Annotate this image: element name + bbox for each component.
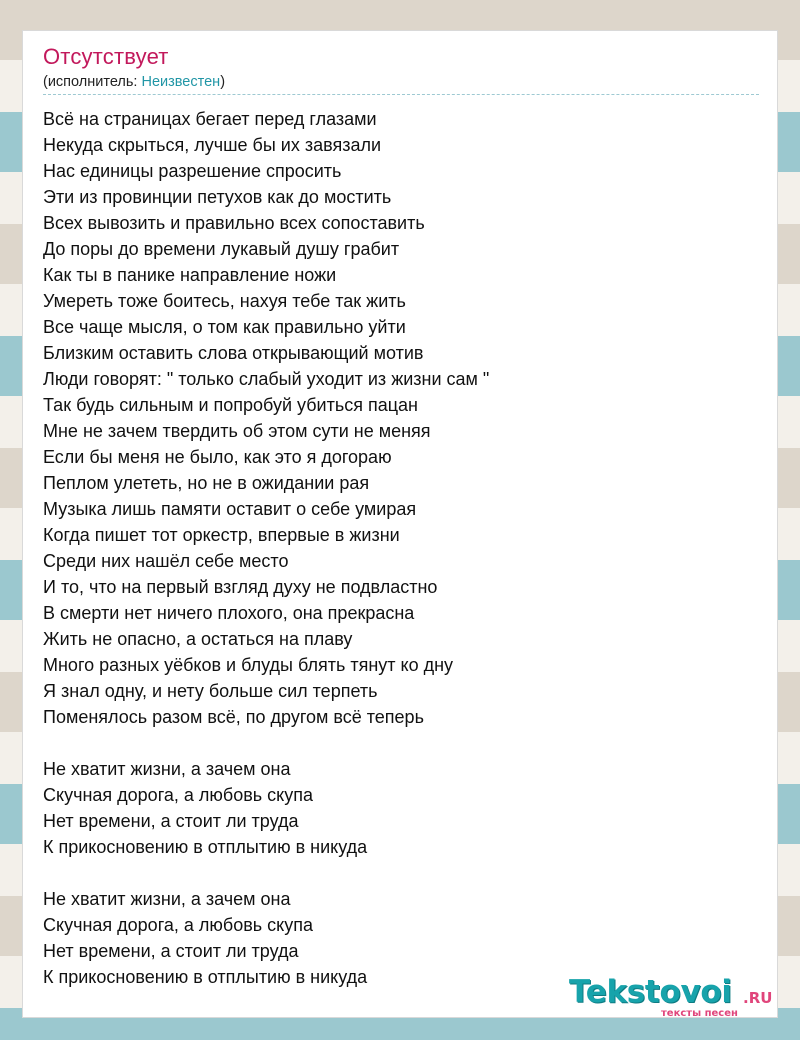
lyric-line: Скучная дорога, а любовь скупа	[43, 915, 313, 935]
lyric-line: Скучная дорога, а любовь скупа	[43, 785, 313, 805]
lyric-line: Близким оставить слова открывающий мотив	[43, 343, 424, 363]
logo-tagline: тексты песен	[661, 1008, 738, 1019]
lyric-line: Много разных уёбков и блуды блять тянут ко дну	[43, 655, 454, 675]
logo-wordmark: Tekstovoi	[569, 974, 732, 1010]
lyric-line: Всё на страницах бегает перед глазами	[43, 109, 377, 129]
lyric-line: Всех вывозить и правильно всех сопоставить	[43, 213, 425, 233]
song-title: Отсутствует	[43, 44, 169, 69]
lyric-line: Я знал одну, и нету больше сил терпеть	[43, 681, 378, 701]
lyric-line: Нас единицы разрешение спросить	[43, 161, 342, 181]
stanza-break	[43, 730, 489, 756]
logo-tld: .RU	[743, 989, 773, 1007]
title-divider	[43, 94, 759, 95]
artist-prefix: (исполнитель:	[43, 74, 142, 90]
lyric-line: К прикосновению в отплытию в никуда	[43, 967, 368, 987]
lyric-line: Пеплом улететь, но не в ожидании рая	[43, 473, 370, 493]
lyric-line: Поменялось разом всё, по другом всё теперь	[43, 707, 424, 727]
lyric-line: Нет времени, а стоит ли труда	[43, 811, 299, 831]
lyric-line: Так будь сильным и попробуй убиться пацан	[43, 395, 418, 415]
lyric-line: Все чаще мысля, о том как правильно уйти	[43, 317, 406, 337]
lyric-line: Среди них нашёл себе место	[43, 551, 289, 571]
lyric-line: Не хватит жизни, а зачем она	[43, 889, 291, 909]
lyric-line: Когда пишет тот оркестр, впервые в жизни	[43, 525, 400, 545]
lyric-line: И то, что на первый взгляд духу не подвластно	[43, 577, 438, 597]
lyric-line: Эти из провинции петухов как до мостить	[43, 187, 392, 207]
lyric-line: Жить не опасно, а остаться на плаву	[43, 629, 353, 649]
lyric-line: Мне не зачем твердить об этом сути не меняя	[43, 421, 431, 441]
lyrics-text	[43, 106, 489, 990]
artist-suffix: )	[220, 74, 226, 90]
lyric-line: Музыка лишь памяти оставит о себе умирая	[43, 499, 417, 519]
lyric-line: К прикосновению в отплытию в никуда	[43, 837, 368, 857]
lyric-line: Если бы меня не было, как это я догораю	[43, 447, 392, 467]
lyrics-card	[22, 30, 778, 1018]
lyric-line: Умереть тоже боитесь, нахуя тебе так жить	[43, 291, 406, 311]
artist-link[interactable]: Неизвестен	[141, 74, 221, 90]
artist-line	[43, 74, 225, 90]
lyric-line: Нет времени, а стоит ли труда	[43, 941, 299, 961]
lyric-line: В смерти нет ничего плохого, она прекрасна	[43, 603, 415, 623]
lyric-line: Не хватит жизни, а зачем она	[43, 759, 291, 779]
lyric-line: Как ты в панике направление ножи	[43, 265, 337, 285]
lyric-line: Некуда скрыться, лучше бы их завязали	[43, 135, 382, 155]
site-logo[interactable]	[569, 974, 779, 1022]
stanza-break	[43, 860, 489, 886]
lyric-line: До поры до времени лукавый душу грабит	[43, 239, 400, 259]
lyric-line: Люди говорят: " только слабый уходит из жизни сам "	[43, 369, 490, 389]
